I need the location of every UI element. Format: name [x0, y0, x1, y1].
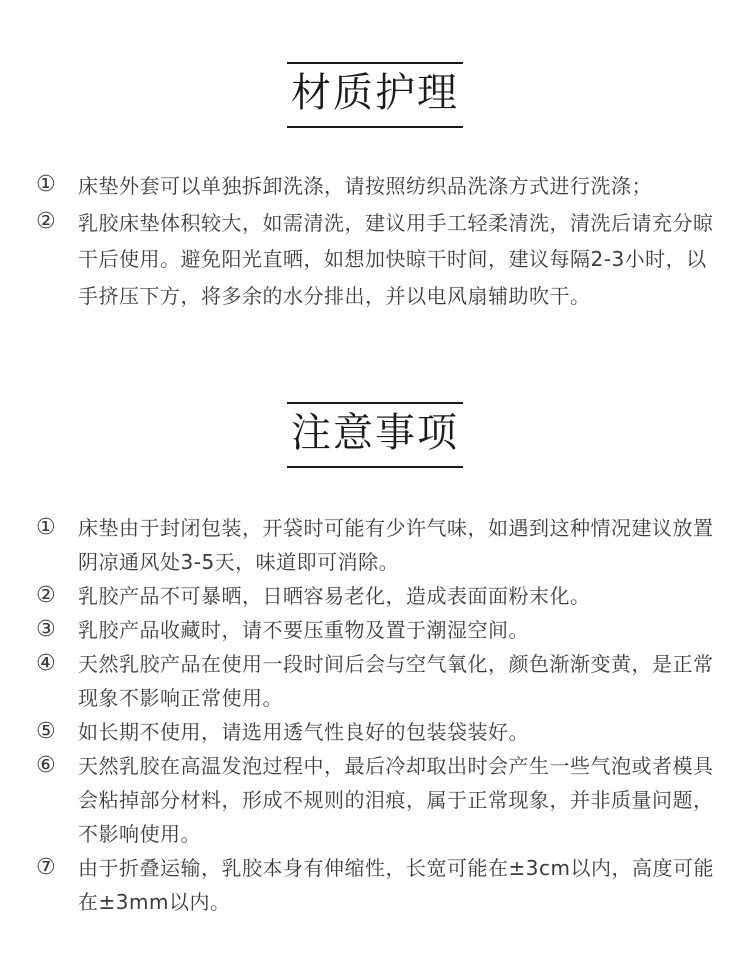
- list-item: [36, 647, 726, 715]
- item-text: 天然乳胶产品在使用一段时间后会与空气氧化，颜色渐渐变黄，是正常现象不影响正常使用。: [78, 652, 714, 710]
- notes-list: [36, 511, 726, 919]
- care-section-title: [0, 62, 750, 128]
- item-number: ④: [36, 651, 56, 676]
- list-item: [36, 851, 726, 919]
- list-item: [36, 205, 726, 315]
- list-item: [36, 749, 726, 851]
- item-text: 天然乳胶在高温发泡过程中，最后冷却取出时会产生一些气泡或者模具会粘掉部分材料，形成不规则的泪痕，属于正常现象，并非质量问题，不影响使用。: [78, 754, 714, 846]
- item-text: 乳胶产品不可暴晒，日晒容易老化，造成表面面粉末化。: [78, 584, 591, 608]
- item-number: ①: [36, 515, 56, 540]
- list-item: [36, 511, 726, 579]
- item-number: ⑦: [36, 855, 56, 880]
- item-text: 乳胶床垫体积较大，如需清洗，建议用手工轻柔清洗，清洗后请充分晾干后使用。避免阳光直晒，如想加快晾干时间，建议每隔2-3小时，以手挤压下方，将多余的水分排出，并以电风扇辅助吹干。: [78, 210, 714, 308]
- list-item: [36, 168, 726, 205]
- item-text: 床垫外套可以单独拆卸洗涤，请按照纺织品洗涤方式进行洗涤；: [78, 174, 652, 198]
- item-number: ③: [36, 617, 56, 642]
- notes-section-title: [0, 402, 750, 468]
- item-number: ②: [36, 208, 56, 234]
- care-list: [36, 168, 726, 314]
- care-title: 材质护理: [287, 62, 463, 128]
- item-number: ①: [36, 172, 56, 197]
- item-number: ⑤: [36, 719, 56, 744]
- item-text: 由于折叠运输，乳胶本身有伸缩性，长宽可能在±3cm以内，高度可能在±3mm以内。: [78, 856, 714, 914]
- item-number: ⑥: [36, 753, 56, 778]
- item-text: 床垫由于封闭包装，开袋时可能有少许气味，如遇到这种情况建议放置阴凉通风处3-5天，味道即可消除。: [78, 516, 714, 574]
- item-text: 如长期不使用，请选用透气性良好的包装袋装好。: [78, 720, 529, 744]
- item-text: 乳胶产品收藏时，请不要压重物及置于潮湿空间。: [78, 618, 529, 642]
- notes-title: 注意事项: [287, 402, 463, 468]
- list-item: [36, 715, 726, 749]
- list-item: [36, 613, 726, 647]
- list-item: [36, 579, 726, 613]
- item-number: ②: [36, 583, 56, 608]
